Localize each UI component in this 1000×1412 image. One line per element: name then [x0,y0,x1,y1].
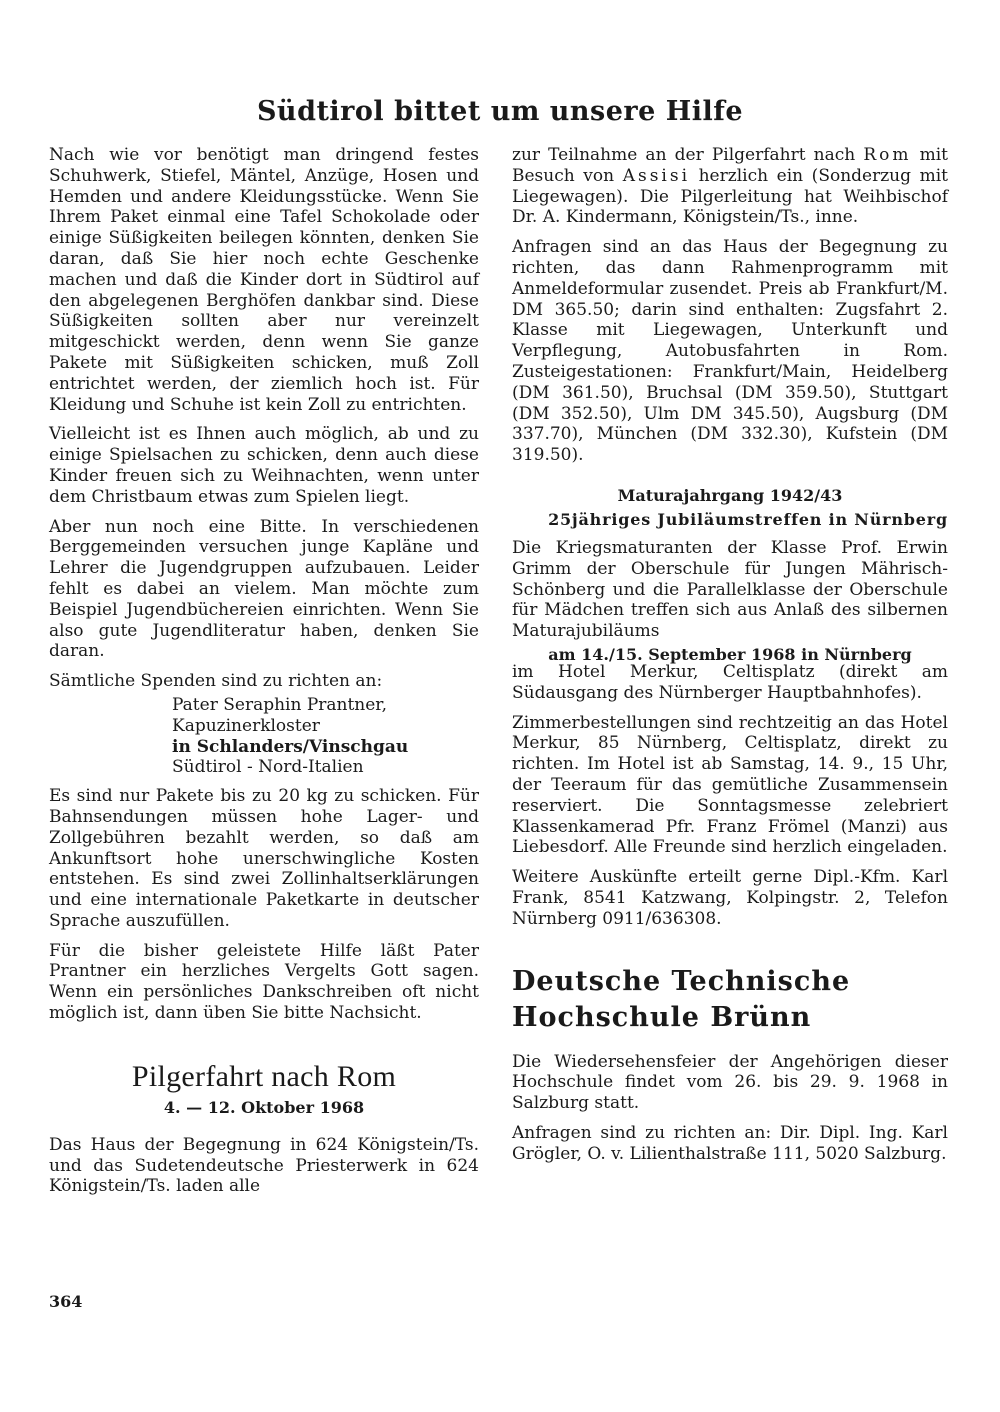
right-column [512,145,948,1173]
address-line-monastery: Kapuzinerkloster [172,715,320,736]
page-number: 364 [49,1292,83,1311]
address-line-town: in Schlanders/Vinschgau [172,736,409,757]
matura-paragraph-1: Die Kriegsmaturanten der Klasse Prof. Erwin Grimm der Oberschule für Jungen Mährisch-Schönberg und die Parallelklasse der Oberschule für Mädchen treffen sich aus Anlaß des silbernen Maturajubiläums [512,537,948,642]
matura-paragraph-3: Zimmerbestellungen sind rechtzeitig an das Hotel Merkur, 85 Nürnberg, Celtisplatz, direkt zu richten. Im Hotel ist ab Samstag, 14. 9., 15 Uhr, der Teeraum für das gemütliche Zusammensein reserviert. Die Sonntagsmesse zelebriert Klassenkamerad Pfr. Franz Frömel (Manzi) aus Liebesdorf. Alle Freunde sind herzlich eingeladen. [512,712,948,858]
paragraph-thanks: Für die bisher geleistete Hilfe läßt Pater Prantner ein herzliches Vergelts Gott sagen. Wenn ein persönliches Dankschreiben oft nicht möglich ist, dann üben Sie bitte Nachsicht. [49,940,479,1024]
dth-paragraph-1: Die Wiedersehensfeier der Angehörigen dieser Hochschule findet vom 26. bis 29. 9. 1968 in Salzburg statt. [512,1051,948,1114]
pilgrimage-dates: 4. — 12. Oktober 1968 [163,1097,365,1117]
pilgrimage-cont-text-1: zur Teilnahme an der Pilgerfahrt nach [512,145,864,165]
paragraph-donations-intro: Sämtliche Spenden sind zu richten an: [49,671,383,692]
pilgrimage-paragraph: Das Haus der Begegnung in 624 Königstein/Ts. und das Sudetendeutsche Priesterwerk in 624 Königstein/Ts. laden alle [49,1134,479,1197]
dth-paragraph-2: Anfragen sind zu richten an: Dir. Dipl. Ing. Karl Grögler, O. v. Lilienthalstraße 111, 5020 Salzburg. [512,1122,948,1164]
dth-heading-line2: Hochschule Brünn [512,1001,812,1033]
paragraph-books: Aber nun noch eine Bitte. In verschiedenen Berggemeinden versuchen junge Kapläne und Lehrer die Jugendgruppen aufzubauen. Leider fehlt es dabei an vielem. Man möchte zum Beispiel Jugendbüchereien einrichten. Wenn Sie also gute Jugendliteratur haben, denken Sie daran. [49,516,479,662]
matura-heading [512,484,948,532]
pilgrimage-continued [512,145,948,228]
address-line-name: Pater Seraphin Prantner, [172,694,387,715]
dth-heading [512,964,948,1036]
left-column [49,145,479,1206]
matura-paragraph-4: Weitere Auskünfte erteilt gerne Dipl.-Kfm. Karl Frank, 8541 Katzwang, Kolpingstr. 2, Telefon Nürnberg 0911/636308. [512,867,948,929]
pilgrimage-cont-text-3: herzlich ein (Sonderzug mit Liegewagen). Die Pilgerleitung hat Weihbischof Dr. A. Kindermann, Königstein/Ts., inne. [512,165,948,228]
matura-paragraph-2: im Hotel Merkur, Celtisplatz (direkt am Südausgang des Nürnberger Hauptbahnhofes). [512,661,948,703]
paragraph-packages: Es sind nur Pakete bis zu 20 kg zu schicken. Für Bahnsendungen müssen hohe Lager- und Zollgebühren bezahlt werden, so daß am Ankunftsort hohe unerschwingliche Kosten entstehen. Es sind zwei Zollinhaltserklärungen und eine internationale Paketkarte in deutscher Sprache auszufüllen. [49,786,479,931]
pilgrimage-cont-text-2: mit Besuch von [512,145,949,186]
pilgrimage-inquiries: Anfragen sind an das Haus der Begegnung zu richten, das dann Rahmenprogramm mit Anmeldeformular zusendet. Preis ab Frankfurt/M. DM 365.50; darin sind enthalten: Zugsfahrt 2. Klasse mit Liegewagen, Unterkunft und Verpflegung, Autobusfahrten in Rom. Zusteigestationen: Frankfurt/Main, Heidelberg (DM 361.50), Bruchsal (DM 359.50), Stuttgart (DM 352.50), Ulm DM 345.50), Augsburg (DM 337.70), München (DM 332.30), Kufstein (DM 319.50). [512,237,948,466]
paragraph-shoes: Nach wie vor benötigt man dringend festes Schuhwerk, Stiefel, Mäntel, Anzüge, Hosen und Hemden und andere Kleidungsstücke. Wenn Sie Ihrem Paket einmal eine Tafel Schokolade oder einige Süßigkeiten beilegen könnten, denken Sie daran, daß Sie hier noch echte Geschenke machen und daß die Kinder dort in Südtirol auf den abgelegenen Berghöfen dankbar sind. Diese Süßigkeiten sollten aber nur vereinzelt mitgeschickt werden, denn wenn Sie ganze Pakete mit Süßigkeiten schicken, muß Zoll entrichtet werden, der ziemlich hoch ist. Für Kleidung und Schuhe ist kein Zoll zu entrichten. [49,145,479,415]
pilgrimage-title: Pilgerfahrt nach Rom [131,1059,397,1093]
donation-address [172,695,479,778]
pilgrimage-cont-assisi: Assisi [622,165,691,186]
address-line-region: Südtirol - Nord-Italien [172,757,364,778]
pilgrimage-cont-rom: Rom [863,145,912,165]
main-title: Südtirol bittet um unsere Hilfe [256,96,744,127]
paragraph-toys: Vielleicht ist es Ihnen auch möglich, ab und zu einige Spielsachen zu schicken, denn auch diese Kinder freuen sich zu Weihnachten, wenn unter dem Christbaum etwas zum Spielen liegt. [49,424,479,507]
matura-heading-line2: 25jähriges Jubiläumstreffen in Nürnberg [548,509,948,529]
dth-heading-line1: Deutsche Technische [512,965,851,997]
matura-heading-line1: Maturajahrgang 1942/43 [617,485,843,505]
matura-date-line: am 14./15. September 1968 in Nürnberg [548,644,912,664]
